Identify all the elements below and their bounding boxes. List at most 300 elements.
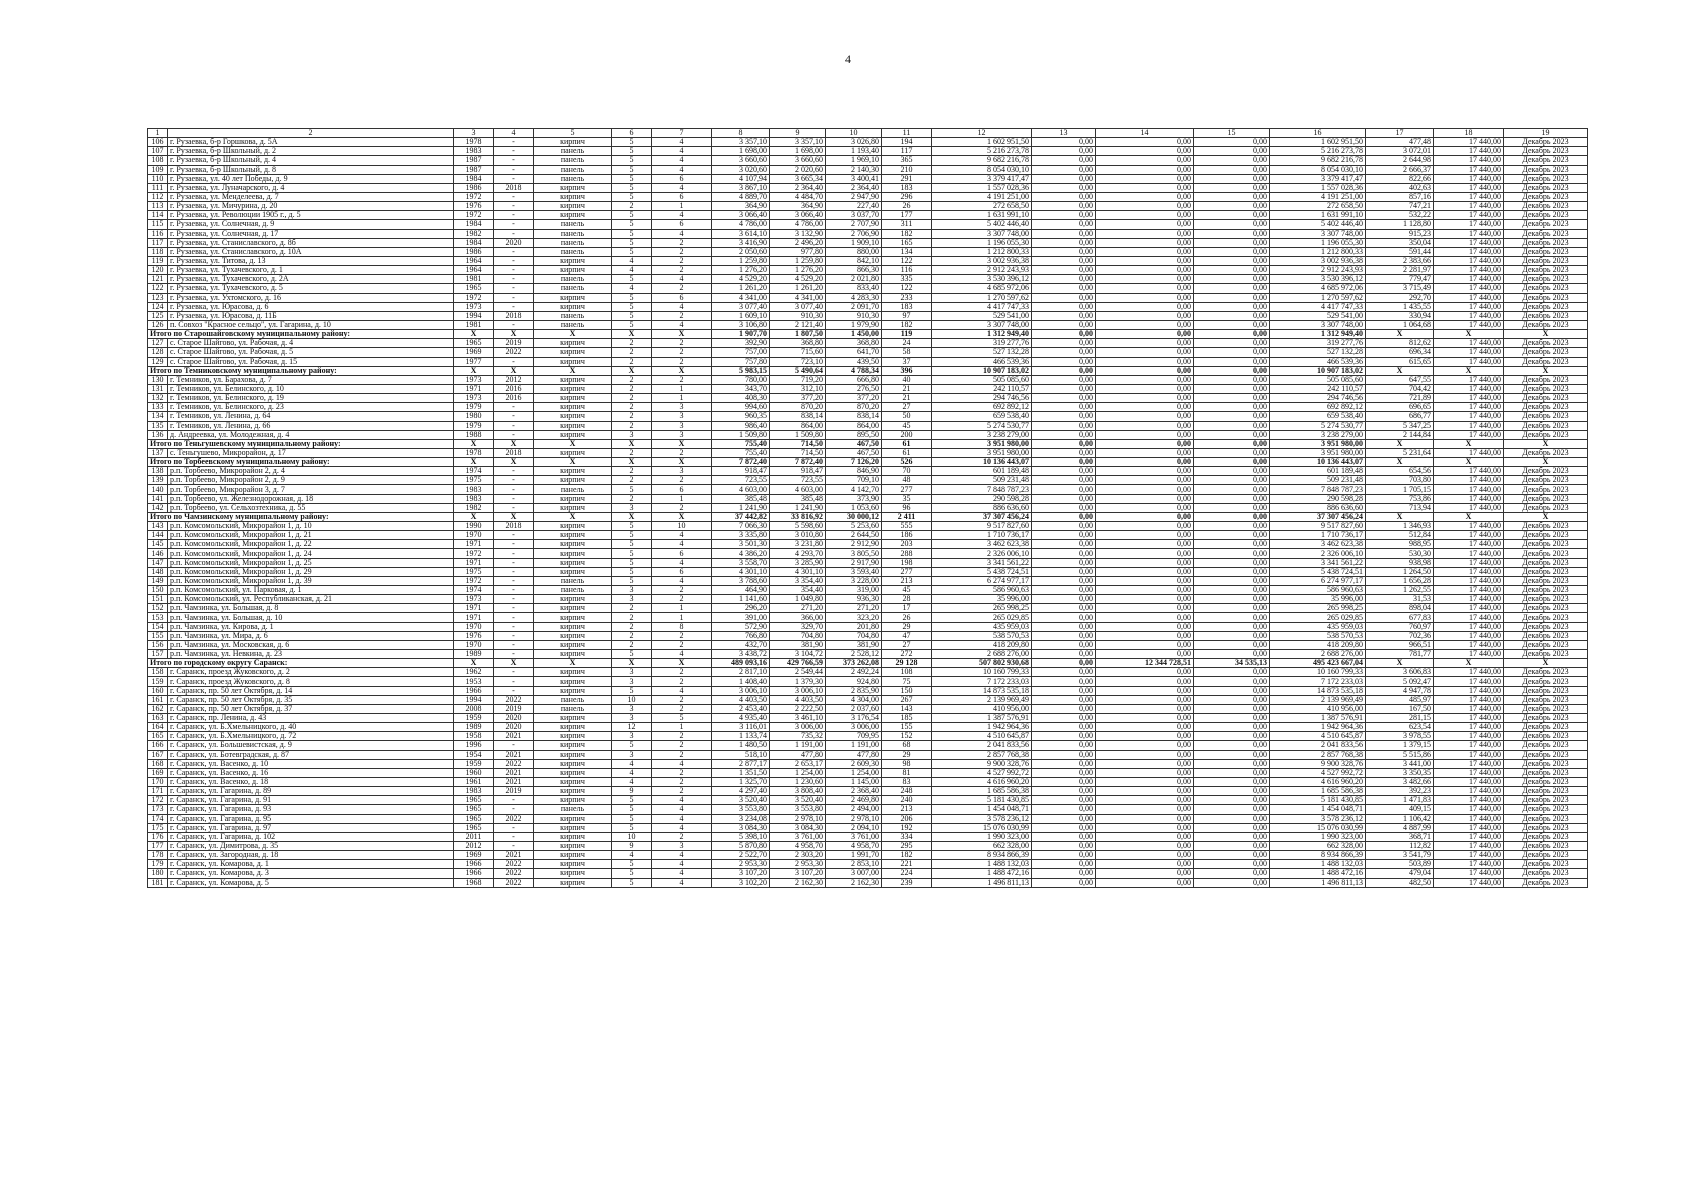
table-cell: 4 191 251,00: [932, 192, 1032, 201]
table-cell: 1972: [454, 549, 494, 558]
table-cell: 114: [148, 211, 168, 220]
table-cell: 0,00: [1032, 266, 1096, 275]
table-cell: 1 133,74: [712, 732, 770, 741]
table-cell: Декабрь 2023: [1504, 348, 1588, 357]
table-cell: 177: [148, 841, 168, 850]
table-cell: 319 277,76: [932, 339, 1032, 348]
table-cell: 120: [148, 266, 168, 275]
table-cell: 4 484,70: [770, 192, 826, 201]
table-cell: 17 440,00: [1434, 467, 1504, 476]
table-cell: 994,60: [712, 403, 770, 412]
table-cell: 0,00: [1194, 403, 1270, 412]
table-cell: Декабрь 2023: [1504, 503, 1588, 512]
table-cell: 6: [652, 192, 712, 201]
column-number: 15: [1194, 129, 1270, 138]
table-cell: 10: [612, 832, 652, 841]
table-cell: 1 435,55: [1366, 302, 1434, 311]
table-cell: 5: [612, 302, 652, 311]
table-cell: 0,00: [1096, 750, 1194, 759]
table-cell: 2021: [494, 750, 534, 759]
address-cell: р.п. Комсомольский, Микрорайон 1, д. 10: [168, 522, 454, 531]
table-cell: 294 746,56: [1270, 394, 1366, 403]
table-cell: 2021: [494, 768, 534, 777]
table-cell: 0,00: [1096, 604, 1194, 613]
table-cell: Декабрь 2023: [1504, 723, 1588, 732]
table-cell: 6: [652, 485, 712, 494]
table-cell: 17 440,00: [1434, 576, 1504, 585]
address-cell: г. Саранск, ул. Большевистская, д. 9: [168, 741, 454, 750]
table-cell: 0,00: [1032, 723, 1096, 732]
table-cell: 5: [612, 567, 652, 576]
subtotal-row: [148, 330, 1588, 339]
table-cell: -: [494, 622, 534, 631]
table-cell: 17 440,00: [1434, 147, 1504, 156]
table-cell: 4 417 747,33: [1270, 302, 1366, 311]
table-cell: 1974: [454, 467, 494, 476]
table-cell: 3 614,10: [712, 229, 770, 238]
table-cell: 1 053,60: [826, 503, 882, 512]
table-cell: 0,00: [1194, 668, 1270, 677]
table-cell: X: [1366, 330, 1434, 339]
table-cell: Декабрь 2023: [1504, 202, 1588, 211]
table-cell: 2 162,30: [770, 878, 826, 887]
table-cell: 0,00: [1194, 732, 1270, 741]
table-cell: 130: [148, 375, 168, 384]
table-cell: 0,00: [1194, 549, 1270, 558]
table-cell: 3 026,80: [826, 138, 882, 147]
table-cell: 3 578 236,12: [1270, 814, 1366, 823]
table-cell: 0,00: [1032, 229, 1096, 238]
table-cell: 17 440,00: [1434, 522, 1504, 531]
table-row: [148, 183, 1588, 192]
table-cell: 7 848 787,23: [932, 485, 1032, 494]
table-cell: 1 488 472,16: [932, 869, 1032, 878]
table-cell: 17 440,00: [1434, 668, 1504, 677]
table-cell: 6: [652, 549, 712, 558]
table-row: [148, 256, 1588, 265]
table-cell: 0,00: [1096, 851, 1194, 860]
table-cell: 178: [148, 851, 168, 860]
table-cell: 224: [882, 869, 932, 878]
address-cell: г. Рузаевка, ул. Юрасова, д. 11Б: [168, 311, 454, 320]
table-cell: 988,95: [1366, 540, 1434, 549]
table-cell: 3 606,83: [1366, 668, 1434, 677]
table-cell: Декабрь 2023: [1504, 339, 1588, 348]
table-cell: 833,40: [826, 284, 882, 293]
table-cell: 3 341 561,22: [1270, 558, 1366, 567]
table-cell: 0,00: [1194, 202, 1270, 211]
table-cell: 14 873 535,18: [1270, 686, 1366, 695]
table-cell: 0,00: [1194, 567, 1270, 576]
table-cell: 10 907 183,02: [1270, 366, 1366, 375]
table-cell: 1980: [454, 412, 494, 421]
table-cell: Декабрь 2023: [1504, 266, 1588, 275]
table-cell: X: [1504, 330, 1588, 339]
table-cell: 129: [148, 357, 168, 366]
table-cell: 368,80: [770, 339, 826, 348]
table-cell: 143: [882, 704, 932, 713]
table-cell: 1 270 597,62: [1270, 293, 1366, 302]
table-cell: 1977: [454, 357, 494, 366]
table-cell: 1 196 055,30: [932, 238, 1032, 247]
table-row: [148, 302, 1588, 311]
table-cell: 115: [148, 220, 168, 229]
table-cell: 1 379,30: [770, 677, 826, 686]
table-cell: 1972: [454, 192, 494, 201]
table-cell: 2: [652, 668, 712, 677]
address-cell: р.п. Комсомольский, ул. Республиканская, д. 21: [168, 595, 454, 604]
table-row: [148, 595, 1588, 604]
table-cell: кирпич: [534, 448, 612, 457]
table-cell: 145: [148, 540, 168, 549]
table-cell: 9 517 827,60: [932, 522, 1032, 531]
table-cell: 0,00: [1194, 613, 1270, 622]
table-cell: 2 877,17: [712, 759, 770, 768]
table-cell: 17 440,00: [1434, 714, 1504, 723]
table-cell: 203: [882, 540, 932, 549]
table-cell: 3 354,40: [770, 576, 826, 585]
table-cell: X: [1504, 366, 1588, 375]
column-number: 12: [932, 129, 1032, 138]
table-cell: 704,42: [1366, 384, 1434, 393]
table-cell: Декабрь 2023: [1504, 421, 1588, 430]
table-cell: 0,00: [1194, 522, 1270, 531]
table-cell: 4: [652, 211, 712, 220]
table-cell: 1 049,80: [770, 595, 826, 604]
table-cell: 402,63: [1366, 183, 1434, 192]
table-cell: 1969: [454, 851, 494, 860]
table-cell: 0,00: [1032, 430, 1096, 439]
table-row: [148, 768, 1588, 777]
table-cell: 0,00: [1032, 439, 1096, 448]
table-cell: 715,60: [770, 348, 826, 357]
table-cell: 3 350,35: [1366, 768, 1434, 777]
table-cell: 2: [652, 247, 712, 256]
table-cell: 10 907 183,02: [932, 366, 1032, 375]
table-cell: 150: [148, 586, 168, 595]
table-cell: Декабрь 2023: [1504, 604, 1588, 613]
table-cell: 4 527 992,72: [932, 768, 1032, 777]
table-cell: 5 231,64: [1366, 448, 1434, 457]
table-cell: 0,00: [1032, 311, 1096, 320]
table-cell: 4: [612, 768, 652, 777]
table-cell: 0,00: [1032, 604, 1096, 613]
table-cell: 0,00: [1032, 238, 1096, 247]
address-cell: р.п. Чамзинка, ул. Кирова, д. 1: [168, 622, 454, 631]
table-cell: 292,70: [1366, 293, 1434, 302]
table-cell: 137: [148, 448, 168, 457]
table-cell: 17 440,00: [1434, 348, 1504, 357]
table-cell: 977,80: [770, 247, 826, 256]
table-cell: 0,00: [1032, 750, 1096, 759]
table-cell: 329,70: [770, 622, 826, 631]
table-cell: 780,00: [712, 375, 770, 384]
table-cell: 2 857 768,38: [932, 750, 1032, 759]
table-cell: 159: [148, 677, 168, 686]
table-row: [148, 695, 1588, 704]
address-cell: р.п. Комсомольский, Микрорайон 1, д. 39: [168, 576, 454, 585]
table-cell: 0,00: [1032, 330, 1096, 339]
table-cell: 0,00: [1194, 320, 1270, 329]
table-cell: 1 106,42: [1366, 814, 1434, 823]
table-cell: 3 285,90: [770, 558, 826, 567]
table-cell: 0,00: [1032, 823, 1096, 832]
table-cell: 0,00: [1096, 394, 1194, 403]
table-cell: 0,00: [1096, 732, 1194, 741]
table-cell: 1 262,55: [1366, 586, 1434, 595]
table-cell: 757,80: [712, 357, 770, 366]
table-cell: X: [1504, 659, 1588, 668]
table-cell: 0,00: [1032, 869, 1096, 878]
table-cell: 5: [612, 796, 652, 805]
table-cell: 17 440,00: [1434, 339, 1504, 348]
table-cell: X: [1366, 512, 1434, 521]
table-cell: 4: [652, 531, 712, 540]
table-cell: 1973: [454, 375, 494, 384]
table-cell: 692 892,12: [932, 403, 1032, 412]
table-cell: 1 942 964,36: [932, 723, 1032, 732]
table-cell: 2 021,80: [826, 275, 882, 284]
table-cell: 2 139 969,49: [932, 695, 1032, 704]
table-cell: 435 959,03: [1270, 622, 1366, 631]
table-cell: 2 835,90: [826, 686, 882, 695]
table-cell: 149: [148, 576, 168, 585]
table-cell: 83: [882, 777, 932, 786]
table-cell: 662 328,00: [1270, 841, 1366, 850]
table-cell: 0,00: [1194, 238, 1270, 247]
table-cell: кирпич: [534, 531, 612, 540]
table-cell: 5: [612, 192, 652, 201]
table-cell: кирпич: [534, 375, 612, 384]
table-cell: 505 085,60: [1270, 375, 1366, 384]
table-cell: 2: [612, 348, 652, 357]
table-cell: 0,00: [1096, 430, 1194, 439]
table-row: [148, 384, 1588, 393]
table-cell: 3: [652, 841, 712, 850]
table-cell: 5 490,64: [770, 366, 826, 375]
table-cell: 290 598,28: [932, 494, 1032, 503]
table-cell: 0,00: [1194, 622, 1270, 631]
table-cell: 3 482,66: [1366, 777, 1434, 786]
table-cell: 21: [882, 384, 932, 393]
table-cell: 0,00: [1032, 165, 1096, 174]
address-cell: г. Рузаевка, ул. Революции 1905 г., д. 5: [168, 211, 454, 220]
table-cell: 17 440,00: [1434, 421, 1504, 430]
table-cell: Декабрь 2023: [1504, 156, 1588, 165]
table-cell: 2: [652, 695, 712, 704]
subtotal-label: Итого по Теньгушевскому муниципальному району:: [148, 439, 454, 448]
table-cell: 2 688 276,00: [1270, 650, 1366, 659]
table-cell: 1 379,15: [1366, 741, 1434, 750]
table-cell: 755,40: [712, 439, 770, 448]
table-cell: 1 685 586,38: [932, 787, 1032, 796]
table-cell: -: [494, 174, 534, 183]
table-cell: Декабрь 2023: [1504, 567, 1588, 576]
table-cell: кирпич: [534, 430, 612, 439]
column-number: 7: [652, 129, 712, 138]
table-cell: 0,00: [1032, 613, 1096, 622]
table-cell: 0,00: [1194, 814, 1270, 823]
table-cell: X: [652, 659, 712, 668]
table-cell: 172: [148, 796, 168, 805]
table-cell: 2 609,30: [826, 759, 882, 768]
table-cell: 1982: [454, 229, 494, 238]
table-cell: 4 527 992,72: [1270, 768, 1366, 777]
table-cell: -: [494, 805, 534, 814]
table-cell: 0,00: [1194, 595, 1270, 604]
table-cell: -: [494, 677, 534, 686]
table-cell: 4 603,00: [770, 485, 826, 494]
table-cell: 2 368,40: [826, 787, 882, 796]
table-cell: 265 998,25: [932, 604, 1032, 613]
table-cell: 723,10: [770, 357, 826, 366]
table-cell: 1953: [454, 677, 494, 686]
table-cell: Декабрь 2023: [1504, 714, 1588, 723]
table-cell: кирпич: [534, 522, 612, 531]
table-cell: 5: [612, 814, 652, 823]
table-cell: 0,00: [1194, 860, 1270, 869]
table-cell: 176: [148, 832, 168, 841]
table-cell: 4: [652, 229, 712, 238]
table-cell: 1979: [454, 403, 494, 412]
table-cell: 1 557 028,36: [932, 183, 1032, 192]
table-cell: 151: [148, 595, 168, 604]
table-cell: 3: [652, 467, 712, 476]
table-cell: 4 947,78: [1366, 686, 1434, 695]
table-cell: 2 222,50: [770, 704, 826, 713]
table-cell: Декабрь 2023: [1504, 595, 1588, 604]
table-row: [148, 741, 1588, 750]
table-cell: 0,00: [1194, 192, 1270, 201]
table-body: [148, 129, 1588, 888]
table-cell: 518,10: [712, 750, 770, 759]
table-cell: 3 553,80: [770, 805, 826, 814]
table-cell: 343,70: [712, 384, 770, 393]
table-cell: 0,00: [1032, 138, 1096, 147]
table-cell: 2012: [454, 841, 494, 850]
table-cell: 17 440,00: [1434, 275, 1504, 284]
table-cell: 5 402 446,40: [1270, 220, 1366, 229]
table-cell: X: [1434, 512, 1504, 521]
table-cell: 3 002 936,38: [1270, 256, 1366, 265]
table-cell: 4 786,00: [770, 220, 826, 229]
table-cell: 418 209,80: [932, 640, 1032, 649]
table-cell: 47: [882, 631, 932, 640]
table-cell: 6: [652, 174, 712, 183]
table-cell: Декабрь 2023: [1504, 403, 1588, 412]
table-cell: 311: [882, 220, 932, 229]
table-row: [148, 622, 1588, 631]
table-cell: 17 440,00: [1434, 302, 1504, 311]
table-cell: кирпич: [534, 823, 612, 832]
table-cell: 169: [148, 768, 168, 777]
table-cell: Декабрь 2023: [1504, 247, 1588, 256]
table-cell: 1983: [454, 147, 494, 156]
table-cell: 3 501,30: [712, 540, 770, 549]
table-cell: X: [652, 439, 712, 448]
table-cell: 3: [612, 595, 652, 604]
column-number: 16: [1270, 129, 1366, 138]
address-cell: г. Саранск, ул. Васенко, д. 16: [168, 768, 454, 777]
address-cell: г. Темников, ул. Ленина, д. 64: [168, 412, 454, 421]
table-cell: 31,53: [1366, 595, 1434, 604]
table-cell: 5: [652, 714, 712, 723]
table-cell: 1958: [454, 732, 494, 741]
table-cell: 503,89: [1366, 860, 1434, 869]
table-cell: X: [534, 512, 612, 521]
address-cell: р.п. Комсомольский, Микрорайон 1, д. 24: [168, 549, 454, 558]
table-cell: панель: [534, 704, 612, 713]
table-cell: 0,00: [1096, 238, 1194, 247]
table-cell: 1972: [454, 576, 494, 585]
address-cell: р.п. Торбеево, Микрорайон 3, д. 7: [168, 485, 454, 494]
table-cell: 2: [612, 421, 652, 430]
table-cell: 2: [612, 622, 652, 631]
table-cell: 1 241,90: [770, 503, 826, 512]
table-cell: 5: [612, 485, 652, 494]
table-cell: Декабрь 2023: [1504, 412, 1588, 421]
column-number: 17: [1366, 129, 1434, 138]
table-cell: 364,90: [712, 202, 770, 211]
table-cell: 2020: [494, 238, 534, 247]
table-cell: 0,00: [1194, 777, 1270, 786]
table-cell: 1984: [454, 174, 494, 183]
table-row: [148, 531, 1588, 540]
table-row: [148, 732, 1588, 741]
table-cell: 6 274 977,17: [932, 576, 1032, 585]
table-row: [148, 668, 1588, 677]
table-cell: 5: [612, 823, 652, 832]
table-cell: 1 991,70: [826, 851, 882, 860]
table-cell: 1994: [454, 695, 494, 704]
table-cell: 2 857 768,38: [1270, 750, 1366, 759]
table-cell: 3 104,72: [770, 650, 826, 659]
table-cell: 0,00: [1096, 211, 1194, 220]
table-cell: 662 328,00: [932, 841, 1032, 850]
table-cell: 1976: [454, 202, 494, 211]
table-cell: 1966: [454, 869, 494, 878]
table-cell: -: [494, 357, 534, 366]
table-cell: 0,00: [1096, 787, 1194, 796]
table-cell: 17 440,00: [1434, 494, 1504, 503]
table-cell: кирпич: [534, 878, 612, 887]
table-cell: 392,90: [712, 339, 770, 348]
address-cell: г. Рузаевка, ул. Солнечная, д. 17: [168, 229, 454, 238]
table-cell: 3: [612, 677, 652, 686]
table-cell: 354,40: [770, 586, 826, 595]
table-cell: 485,97: [1366, 695, 1434, 704]
table-cell: панель: [534, 320, 612, 329]
table-cell: 17 440,00: [1434, 412, 1504, 421]
table-row: [148, 421, 1588, 430]
table-cell: X: [1366, 439, 1434, 448]
table-cell: кирпич: [534, 814, 612, 823]
table-cell: 17 440,00: [1434, 823, 1504, 832]
table-cell: 0,00: [1096, 293, 1194, 302]
table-cell: 1 990 323,00: [932, 832, 1032, 841]
table-cell: 1 496 811,13: [932, 878, 1032, 887]
table-cell: 0,00: [1096, 183, 1194, 192]
table-cell: X: [1366, 458, 1434, 467]
table-cell: 2: [612, 202, 652, 211]
address-cell: г. Темников, ул. Белинского, д. 10: [168, 384, 454, 393]
table-cell: 3 541,79: [1366, 851, 1434, 860]
table-cell: 477,80: [770, 750, 826, 759]
table-cell: 0,00: [1032, 503, 1096, 512]
table-cell: 0,00: [1194, 586, 1270, 595]
table-cell: X: [612, 512, 652, 521]
table-cell: 131: [148, 384, 168, 393]
